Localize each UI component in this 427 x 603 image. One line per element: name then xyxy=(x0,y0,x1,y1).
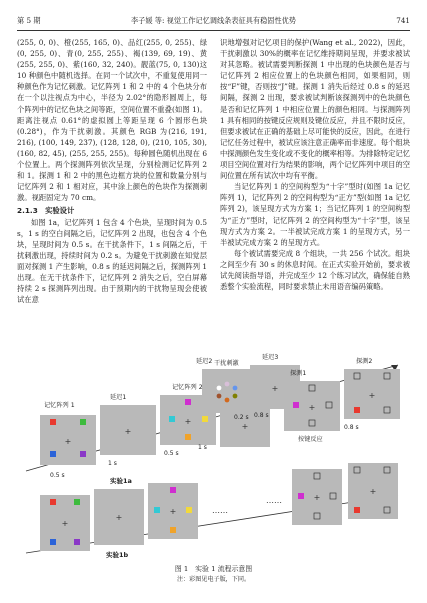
paragraph: 如图 1a，记忆阵列 1 包含 4 个色块，呈现时间为 0.5 s，1 s 的空白间隔之后，记忆阵列 2 出现，也包含 4 个色块，呈现时间为 0.5 s。在干扰条件下，1 s 间隔之后，干扰刺激出现，持续时间为 0.2 s。为避免干扰刺激在知觉层面对探测 1 产生影响，0.8 s 的延迟间隔之后，探测阵列 1 出现。在无干扰条件下，记忆阵列 2 消失之后，空白屏幕持续 2 s 探测阵列出现。由于预期内的干扰物呈现会使被试在意 xyxy=(17,217,207,305)
duration-label: 1 s xyxy=(198,444,207,451)
color-square xyxy=(50,499,56,505)
ellipsis: …… xyxy=(212,506,228,515)
fixation-cross: + xyxy=(169,507,177,516)
label-array2: 记忆阵列 2 xyxy=(172,384,203,391)
distractor-disc xyxy=(233,394,238,399)
distractor-disc xyxy=(225,398,230,403)
label-delay1: 延迟1 xyxy=(110,394,127,401)
label-probe1: 探测1 xyxy=(290,370,307,377)
color-square xyxy=(80,451,86,457)
screen-array1 xyxy=(40,415,96,465)
fixation-cross: + xyxy=(124,427,132,436)
label-array1: 记忆阵列 1 xyxy=(44,402,75,409)
ellipsis: …… xyxy=(266,496,282,505)
figure-caption: 图 1 实验 1 流程示意图 xyxy=(174,565,253,573)
fixation-cross: + xyxy=(184,417,192,426)
color-square xyxy=(169,416,175,422)
section-heading: 2.1.3 实验设计 xyxy=(17,206,75,216)
left-column xyxy=(17,37,207,305)
color-square xyxy=(50,539,56,545)
right-column xyxy=(220,37,410,292)
color-square xyxy=(50,451,56,457)
duration-label: 0.5 s xyxy=(50,472,65,479)
color-square xyxy=(50,419,56,425)
label-delay3: 延迟3 xyxy=(262,354,279,361)
fixation-cross: + xyxy=(313,493,321,502)
figure-note: 注：彩图见电子版，下同。 xyxy=(176,576,251,583)
paragraph: 识地增强对记忆项目的保护(Wang et al., 2022)，因此，干扰刺激以 30%的概率在记忆维持期间呈现，并要求被试对其忽略。被试需要判断探测 1 中出现的色块颜色是否与记忆阵列 2 相应位置上的色块颜色相同，如果相同，则按“F”键，否则按“J”键。探测 1 消失后经过 0.8 s 的延迟间隔，探测 2 出现，要求被试判断该探测列中的色块颜色是否和记忆阵列 1 中相应位置上的颜色相同。与探测阵列 1 具有相同的按键反应规则及键位反应，并且不限时反应，但要求被试在正确的基础上尽可能快的反应，因此，在进行记忆任务过程中，被试应该注意正确率而非速度。每个组块中探测颜色发生变化或不变化的概率相等。为排除特定记忆项目空间位置对行为结果的影响，两个记忆阵列中项目的空间位置在所有试次中均有平衡。 xyxy=(220,38,410,181)
figure-1 xyxy=(22,345,405,585)
part-b-label: 实验1b xyxy=(106,551,129,559)
issue-number: 第 5 期 xyxy=(17,16,41,25)
header-rule xyxy=(17,30,410,31)
page-number: 741 xyxy=(396,16,410,25)
color-square xyxy=(354,507,360,513)
color-square xyxy=(80,419,86,425)
distractor-disc xyxy=(225,382,230,387)
screen-b1 xyxy=(40,495,90,551)
experiment-flow-diagram xyxy=(22,345,405,559)
label-probe2: 探测2 xyxy=(356,358,373,365)
fixation-cross: + xyxy=(368,391,376,400)
distractor-disc xyxy=(217,394,222,399)
label-distractor: 干扰刺激 xyxy=(214,360,239,367)
duration-label: 0.2 s xyxy=(234,414,249,421)
screen-probe2 xyxy=(344,369,400,419)
fixation-cross: + xyxy=(115,513,123,522)
duration-label: 0.5 s xyxy=(164,450,179,457)
distractor-disc xyxy=(217,386,222,391)
color-square xyxy=(298,493,304,499)
color-square xyxy=(170,527,176,533)
fixation-cross: + xyxy=(241,422,249,431)
color-square xyxy=(354,407,360,413)
fixation-cross: + xyxy=(369,487,377,496)
label-delay2: 延迟2 xyxy=(196,358,213,365)
color-square xyxy=(154,507,160,513)
screen-b2 xyxy=(94,489,144,545)
duration-label: 1 s xyxy=(108,460,117,467)
color-square xyxy=(170,487,176,493)
color-square xyxy=(74,539,80,545)
color-square xyxy=(185,434,191,440)
fixation-cross: + xyxy=(271,384,279,393)
paragraph: 当记忆阵列 1 的空间构型为“十字”型时(如图 1a 记忆阵列 1)，记忆阵列 2 的空间构型为“正方”型(如图 1a 记忆阵列 2)，该呈现方式为方案 1；当记忆阵列 1 的空间构型为“正方”型时，记忆阵列 2 的空间构型为“十字”型，该呈现方式为方案 2。一半被试完成方案 1 的呈现方式，另一半被试完成方案 2 的呈现方式。 xyxy=(220,182,410,247)
label-keypress: 按键反应 xyxy=(298,436,323,443)
running-title: 李子媛 等: 视觉工作记忆调线条表征具有稳固性优势 xyxy=(130,16,297,25)
duration-label: 0.8 s xyxy=(344,424,359,431)
distractor-disc xyxy=(233,386,238,391)
screen-b-probe2 xyxy=(348,463,398,519)
fixation-cross: + xyxy=(64,437,72,446)
running-header xyxy=(17,14,410,28)
color-square xyxy=(185,399,191,405)
color-square xyxy=(186,507,192,513)
part-a-label: 实验1a xyxy=(110,477,132,485)
color-square xyxy=(74,499,80,505)
paragraph: 每个被试需要完成 8 个组块，一共 256 个试次。组块之间至少有 30 s 的休息时间。在正式实验开始前，要求被试先阅读指导语，并完成至少 12 个练习试次，确保能自熟悉整个实验流程，同时要求禁止未用语音编码策略。 xyxy=(220,248,410,292)
screen-delay1 xyxy=(100,405,156,455)
color-square xyxy=(293,402,299,408)
paragraph: (255, 0, 0)、橙(255, 165, 0)、品红(255, 0, 255)、绿(0, 255, 0)、青(0, 255, 255)、褐(139, 69, 19)、黄(255, 255, 0)、紫(160, 32, 240)。靓蓝(75, 0, 130)这 10 种颜色中随机选择。在同一个试次中，不重复使用同一种颜色作为记忆刺激。记忆阵列 1 和 2 中的 4 个色块分布在一个以注视点为中心，半径为 2.02°的隐形圆周上，每个阵列中的记忆色块之间等距，空间位置不重叠(如图 1)。距离注视点 0.61°的虚拟圆上等距呈现 6 个圆形色块(0.28°)，作为干扰刺激。其颜色 RGB 为(216, 191, 216), (100, 149, 237), (128, 128, 0), (210, 105, 30), (160, 82, 45), (255, 255, 255)。每种圆色随机出现在 6 个位置上。两个探测阵列依次呈现，分别检测记忆阵列 2 和 1。探测 1 和 2 中的黑色边框方块的位置和数量分别与记忆阵列 2 和 1 相对应，其中涂上颜色的色块作为探测刺激。视距固定为 70 cm。 xyxy=(17,38,207,203)
screen-probe1 xyxy=(284,381,340,431)
fixation-cross: + xyxy=(61,519,69,528)
screen-b-probe1 xyxy=(292,469,342,525)
screen-delay2 xyxy=(220,403,270,447)
screen-b3 xyxy=(148,483,198,539)
color-square xyxy=(202,416,208,422)
fixation-cross: + xyxy=(308,403,316,412)
duration-label: 0.8 s xyxy=(254,412,269,419)
